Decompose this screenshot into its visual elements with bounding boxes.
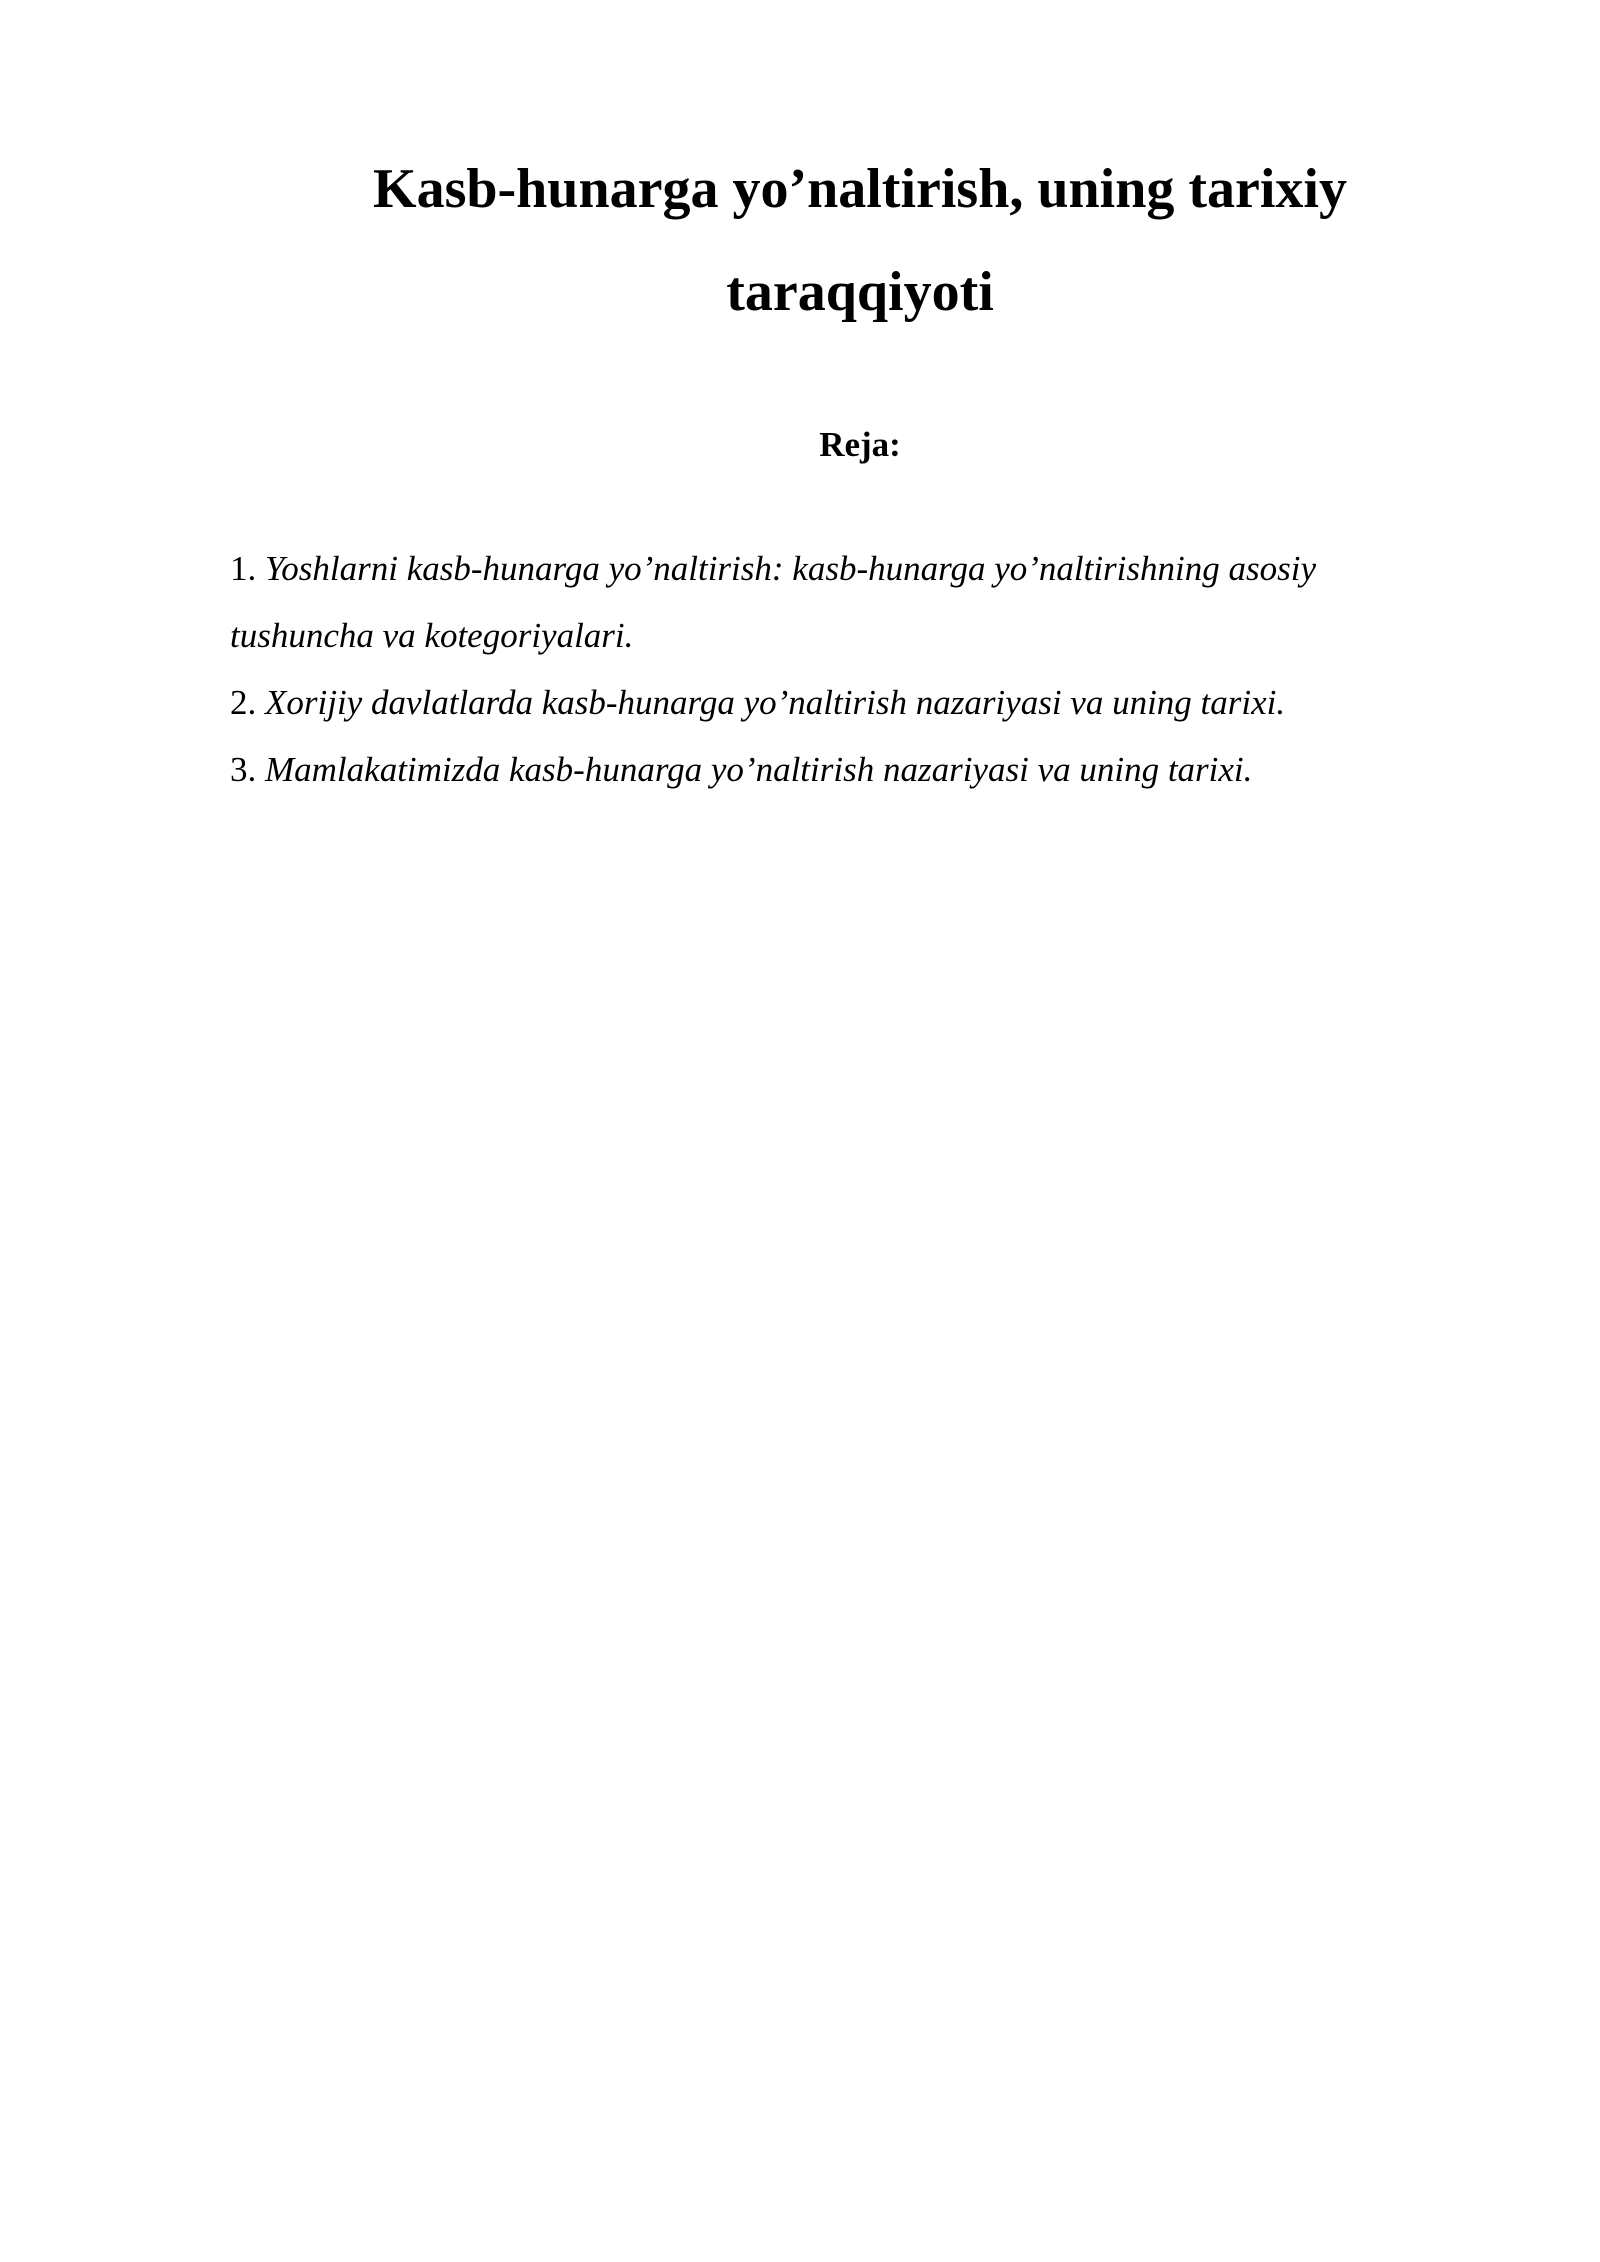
plan-item-2 [230, 669, 1410, 736]
plan-list [230, 535, 1410, 803]
plan-item-number: 3. [230, 750, 265, 789]
document-title: Kasb-hunarga yo’naltirish, uning tarixiy taraqqiyoti [373, 158, 1347, 323]
plan-item-3 [230, 736, 1410, 803]
plan-item-text: Yoshlarni kasb-hunarga yo’naltirish: kasb-hunarga yo’naltirishning asosiy tushuncha va kotegoriyalari. [230, 549, 1316, 655]
plan-item-number: 1. [230, 549, 265, 588]
plan-item-1 [230, 535, 1410, 669]
plan-item-number: 2. [230, 683, 265, 722]
plan-heading: Reja: [819, 425, 901, 464]
plan-item-text: Mamlakatimizda kasb-hunarga yo’naltirish nazariyasi va uning tarixi. [265, 750, 1253, 789]
plan-item-text: Xorijiy davlatlarda kasb-hunarga yo’naltirish nazariyasi va uning tarixi. [265, 683, 1286, 722]
